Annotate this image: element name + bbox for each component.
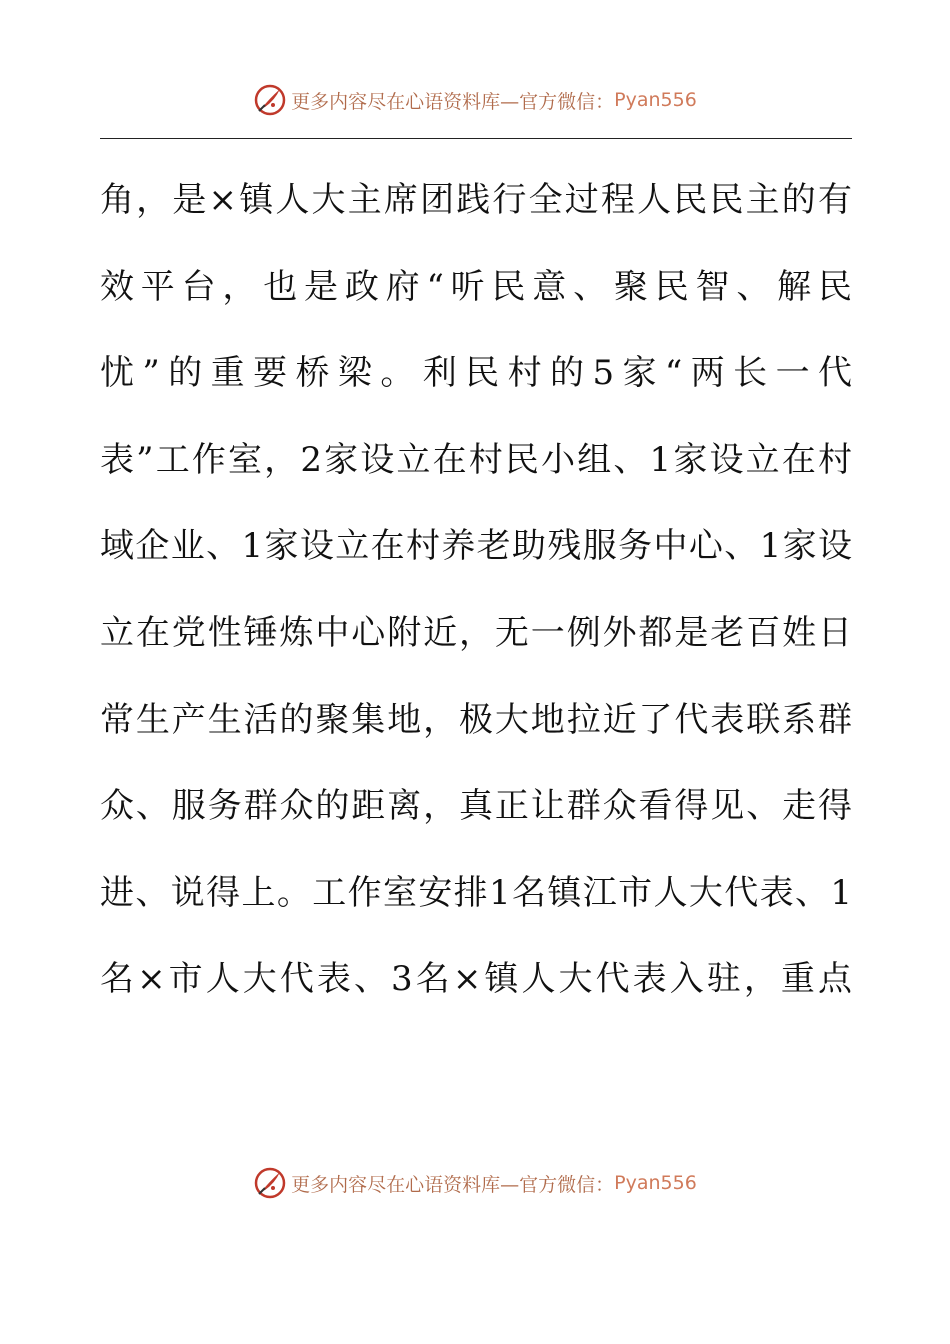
text-line: 立在党性锤炼中心附近，无一例外都是老百姓日 [100,612,852,653]
quill-pen-logo-icon [253,1166,287,1200]
document-body [100,157,852,1023]
text-line: 表”工作室，2家设立在村民小组、1家设立在村 [100,439,852,480]
quill-pen-logo-icon [253,83,287,117]
text-line: 效平台，也是政府“听民意、聚民智、解民 [100,266,852,307]
header-divider [100,138,852,139]
text-line: 名×市人大代表、3名×镇人大代表入驻，重点 [100,959,852,1000]
text-line: 常生产生活的聚集地，极大地拉近了代表联系群 [100,699,852,740]
text-line: 忧”的重要桥梁。利民村的5家“两长一代 [100,353,852,394]
text-line: 众、服务群众的距离，真正让群众看得见、走得 [100,786,852,827]
header-banner-text: 更多内容尽在心语资料库—官方微信： [291,90,615,113]
footer-wechat-id: Pyan556 [614,1172,697,1194]
text-line: 域企业、1家设立在村养老助残服务中心、1家设 [100,526,852,567]
header-banner [0,80,950,120]
footer-banner-text: 更多内容尽在心语资料库—官方微信： [291,1173,615,1196]
text-line: 进、说得上。工作室安排1名镇江市人大代表、1 [100,872,852,913]
header-wechat-id: Pyan556 [614,89,697,111]
text-line: 角，是×镇人大主席团践行全过程人民民主的有 [100,180,852,220]
footer-banner [0,1163,950,1203]
